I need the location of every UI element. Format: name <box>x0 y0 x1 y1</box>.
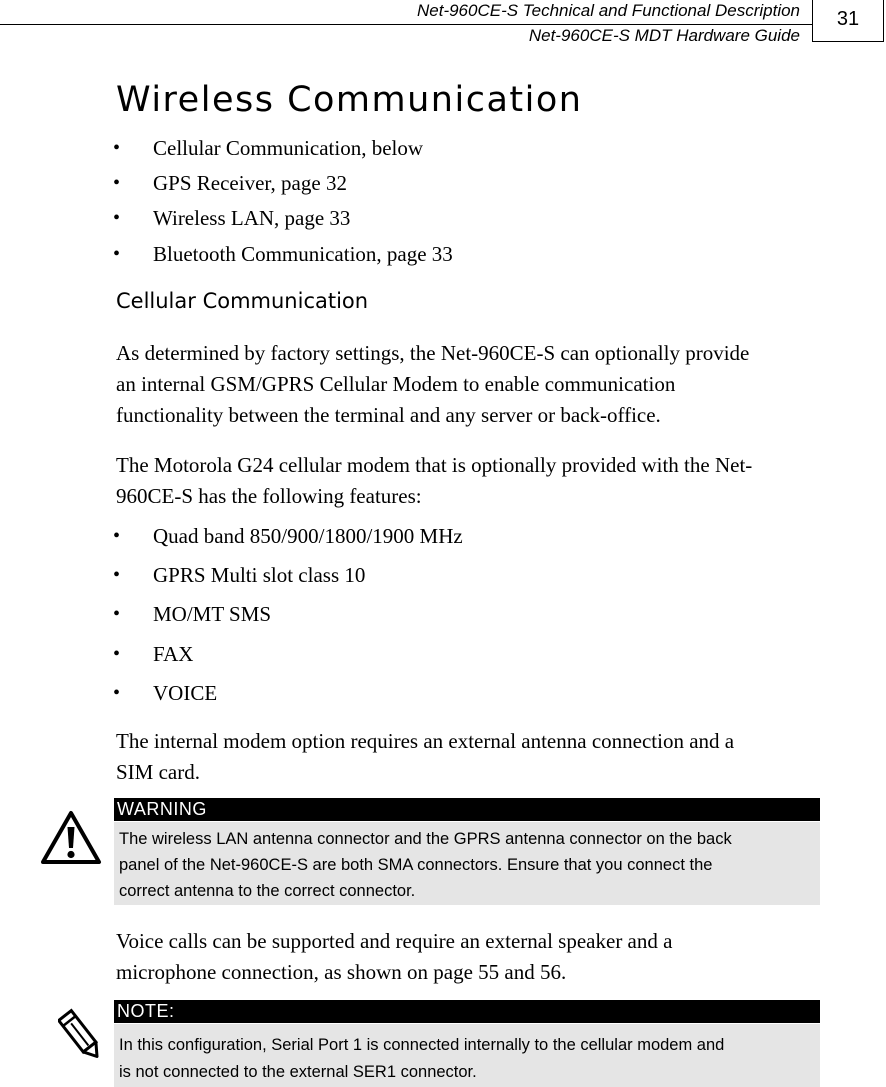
feature-label: GPRS Multi slot class 10 <box>153 563 366 587</box>
text-line: is not connected to the external SER1 connector. <box>119 1063 477 1081</box>
toc-item-label: GPS Receiver, page 32 <box>153 171 347 195</box>
header-doc-subtitle: Net-960CE-S MDT Hardware Guide <box>528 26 800 45</box>
text-line: As determined by factory settings, the Net-960CE-S can optionally provide <box>116 341 750 365</box>
bullet-icon: • <box>113 137 121 159</box>
toc-item-label: Cellular Communication, below <box>153 136 424 160</box>
text-line: The internal modem option requires an external antenna connection and a <box>116 729 735 753</box>
bullet-icon: • <box>113 643 121 665</box>
text-line: The wireless LAN antenna connector and the GPRS antenna connector on the back <box>119 830 732 848</box>
page-number: 31 <box>836 8 860 30</box>
text-line: correct antenna to the correct connector. <box>119 882 416 900</box>
warning-callout <box>114 798 820 905</box>
header-doc-title: Net-960CE-S Technical and Functional Description <box>416 1 800 20</box>
text-line: functionality between the terminal and any server or back-office. <box>116 403 661 427</box>
text-line: In this configuration, Serial Port 1 is connected internally to the cellular modem and <box>119 1036 725 1054</box>
warning-body <box>114 822 820 905</box>
warning-triangle-icon <box>40 810 102 866</box>
subsection-heading: Cellular Communication <box>116 289 369 313</box>
bullet-icon: • <box>113 682 121 704</box>
modem-paragraph <box>116 450 816 512</box>
bullet-icon: • <box>113 564 121 586</box>
text-line: SIM card. <box>116 760 200 784</box>
note-label: NOTE: <box>114 1000 820 1023</box>
feature-label: VOICE <box>153 681 218 705</box>
text-line: microphone connection, as shown on page 55 and 56. <box>116 960 567 984</box>
note-pencil-icon <box>58 1008 104 1064</box>
text-line: an internal GSM/GPRS Cellular Modem to enable communication <box>116 372 676 396</box>
note-body <box>114 1024 820 1087</box>
antenna-paragraph <box>116 726 816 788</box>
toc-item-label: Wireless LAN, page 33 <box>153 206 351 230</box>
feature-label: FAX <box>153 642 194 666</box>
bullet-icon: • <box>113 603 121 625</box>
feature-label: Quad band 850/900/1800/1900 MHz <box>153 524 463 548</box>
note-callout <box>114 1000 820 1087</box>
text-line: panel of the Net-960CE-S are both SMA connectors. Ensure that you connect the <box>119 856 713 874</box>
voice-paragraph <box>116 926 816 988</box>
bullet-icon: • <box>113 172 121 194</box>
text-line: 960CE-S has the following features: <box>116 484 422 508</box>
bullet-icon: • <box>113 525 121 547</box>
toc-item-label: Bluetooth Communication, page 33 <box>153 242 453 266</box>
text-line: Voice calls can be supported and require an external speaker and a <box>116 929 673 953</box>
text-line: The Motorola G24 cellular modem that is optionally provided with the Net- <box>116 453 753 477</box>
warning-label: WARNING <box>114 798 820 821</box>
page-number-box <box>812 0 884 42</box>
bullet-icon: • <box>113 207 121 229</box>
intro-paragraph <box>116 338 816 431</box>
section-title: Wireless Communication <box>116 80 583 120</box>
bullet-icon: • <box>113 243 121 265</box>
feature-label: MO/MT SMS <box>153 602 272 626</box>
